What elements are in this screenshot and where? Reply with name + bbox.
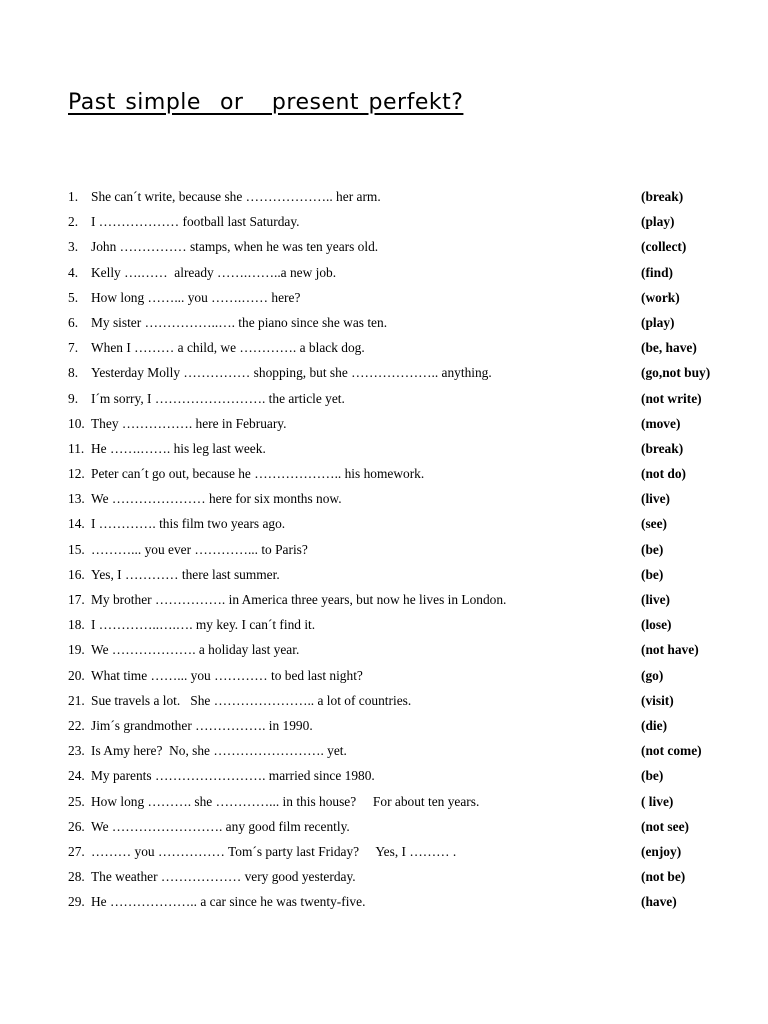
exercise-verb-hint: (live) bbox=[641, 592, 670, 607]
exercise-item bbox=[68, 234, 728, 259]
exercise-verb-hint: (collect) bbox=[641, 239, 687, 255]
exercise-sentence: Yesterday Molly …………… shopping, but she ……………….. anything. bbox=[91, 365, 492, 381]
exercise-item bbox=[68, 864, 728, 889]
exercise-item bbox=[68, 713, 728, 738]
exercise-sentence: My parents ……………………. married since 1980. bbox=[91, 768, 375, 784]
exercise-number: 22. bbox=[68, 717, 85, 733]
exercise-item bbox=[68, 209, 728, 234]
exercise-sentence: Kelly ….…… already …….……..a new job. bbox=[91, 264, 337, 280]
exercise-item bbox=[68, 411, 728, 436]
exercise-verb-hint: (not see) bbox=[641, 818, 689, 834]
exercise-sentence: Is Amy here? No, she ……………………. yet. bbox=[91, 743, 347, 759]
exercise-verb-hint: (see) bbox=[641, 516, 668, 532]
exercise-number: 20. bbox=[68, 667, 85, 683]
exercise-verb-hint: (enjoy) bbox=[641, 843, 682, 859]
exercise-sentence: The weather ……………… very good yesterday. bbox=[91, 869, 356, 885]
exercise-sentence: We ……………………. any good film recently. bbox=[91, 818, 350, 834]
exercise-number: 3. bbox=[68, 239, 79, 255]
exercise-item bbox=[68, 486, 728, 511]
exercise-sentence: He ……………….. a car since he was twenty-five. bbox=[91, 894, 366, 910]
exercise-number: 21. bbox=[68, 692, 85, 708]
exercise-verb-hint: (lose) bbox=[641, 617, 672, 633]
exercise-sentence: I …………. this film two years ago. bbox=[91, 516, 286, 532]
exercise-sentence: John …………… stamps, when he was ten years old. bbox=[91, 239, 379, 255]
exercise-verb-hint: (go,not buy) bbox=[641, 365, 711, 381]
exercise-number: 10. bbox=[68, 415, 85, 431]
exercise-verb-hint: (die) bbox=[641, 717, 668, 733]
exercise-sentence: Jim´s grandmother ……………. in 1990. bbox=[91, 717, 313, 733]
exercise-sentence: We ………………… here for six months now. bbox=[91, 491, 342, 507]
exercise-sentence: She can´t write, because she ……………….. her arm. bbox=[91, 189, 381, 204]
exercise-number: 7. bbox=[68, 340, 79, 356]
exercise-item bbox=[68, 436, 728, 461]
exercise-item bbox=[68, 814, 728, 839]
exercise-item bbox=[68, 738, 728, 763]
exercise-item bbox=[68, 663, 728, 688]
exercise-verb-hint: (find) bbox=[641, 264, 673, 280]
exercise-verb-hint: (break) bbox=[641, 189, 684, 204]
exercise-number: 9. bbox=[68, 390, 79, 406]
exercise-item bbox=[68, 511, 728, 536]
exercise-item bbox=[68, 889, 728, 914]
exercise-item bbox=[68, 184, 728, 209]
exercise-sentence: How long ……... you …….…… here? bbox=[91, 289, 301, 305]
exercise-number: 8. bbox=[68, 365, 79, 381]
exercise-verb-hint: (play) bbox=[641, 214, 675, 230]
exercise-sentence: I …………..….…. my key. I can´t find it. bbox=[91, 617, 316, 633]
exercise-number: 13. bbox=[68, 491, 85, 507]
exercise-verb-hint: (be) bbox=[641, 566, 664, 582]
exercise-number: 14. bbox=[68, 516, 85, 532]
exercise-number: 6. bbox=[68, 314, 79, 330]
exercise-list bbox=[68, 184, 728, 914]
exercise-item bbox=[68, 310, 728, 335]
exercise-number: 4. bbox=[68, 264, 79, 280]
exercise-verb-hint: (break) bbox=[641, 440, 684, 456]
exercise-verb-hint: (be, have) bbox=[641, 340, 697, 356]
exercise-number: 19. bbox=[68, 642, 85, 658]
exercise-number: 23. bbox=[68, 743, 85, 759]
exercise-item bbox=[68, 260, 728, 285]
exercise-number: 17. bbox=[68, 592, 85, 607]
exercise-verb-hint: (not do) bbox=[641, 466, 687, 482]
exercise-sentence: Sue travels a lot. She ………………….. a lot of countries. bbox=[91, 692, 412, 708]
exercise-sentence: ……… you …………… Tom´s party last Friday? Yes, I ……… . bbox=[91, 843, 457, 859]
exercise-verb-hint: (be) bbox=[641, 541, 664, 557]
exercise-number: 2. bbox=[68, 214, 79, 230]
exercise-verb-hint: (not be) bbox=[641, 869, 686, 885]
exercise-number: 18. bbox=[68, 617, 85, 633]
exercise-sentence: When I ……… a child, we …………. a black dog. bbox=[91, 340, 365, 356]
exercise-number: 16. bbox=[68, 566, 85, 582]
exercise-item bbox=[68, 612, 728, 637]
exercise-verb-hint: (not have) bbox=[641, 642, 699, 658]
exercise-verb-hint: (move) bbox=[641, 415, 681, 431]
exercise-number: 29. bbox=[68, 894, 85, 910]
exercise-item bbox=[68, 587, 728, 612]
exercise-number: 11. bbox=[68, 440, 85, 456]
exercise-item bbox=[68, 386, 728, 411]
exercise-verb-hint: (not write) bbox=[641, 390, 702, 406]
exercise-number: 25. bbox=[68, 793, 85, 809]
exercise-verb-hint: (work) bbox=[641, 289, 680, 305]
exercise-verb-hint: (not come) bbox=[641, 743, 702, 759]
exercise-number: 5. bbox=[68, 289, 79, 305]
exercise-number: 24. bbox=[68, 768, 85, 784]
exercise-verb-hint: (play) bbox=[641, 314, 675, 330]
exercise-item bbox=[68, 335, 728, 360]
exercise-sentence: What time ……... you ………… to bed last night? bbox=[91, 667, 363, 683]
exercise-item bbox=[68, 537, 728, 562]
exercise-item bbox=[68, 461, 728, 486]
exercise-verb-hint: (live) bbox=[641, 491, 670, 507]
exercise-verb-hint: (visit) bbox=[641, 692, 674, 708]
exercise-verb-hint: (have) bbox=[641, 894, 677, 910]
exercise-item bbox=[68, 360, 728, 385]
exercise-number: 1. bbox=[68, 189, 79, 204]
exercise-item bbox=[68, 839, 728, 864]
exercise-number: 26. bbox=[68, 818, 85, 834]
exercise-sentence: Yes, I ………… there last summer. bbox=[91, 566, 280, 582]
exercise-sentence: He …….……. his leg last week. bbox=[91, 440, 266, 456]
exercise-sentence: My sister ……………..…. the piano since she was ten. bbox=[91, 314, 388, 330]
exercise-item bbox=[68, 285, 728, 310]
page-title: Past simple or present perfekt? bbox=[68, 90, 464, 115]
exercise-number: 15. bbox=[68, 541, 85, 557]
exercise-item bbox=[68, 688, 728, 713]
exercise-item bbox=[68, 789, 728, 814]
exercise-sentence: They ……………. here in February. bbox=[91, 415, 287, 431]
exercise-sentence: My brother ……………. in America three years, but now he lives in London. bbox=[91, 592, 507, 607]
exercise-sentence: We ………………. a holiday last year. bbox=[91, 642, 300, 658]
exercise-sentence: Peter can´t go out, because he ……………….. his homework. bbox=[91, 466, 425, 482]
exercise-sentence: I ……………… football last Saturday. bbox=[91, 214, 300, 230]
exercise-sentence: How long ………. she …………... in this house? For about ten years. bbox=[91, 793, 480, 809]
exercise-item bbox=[68, 637, 728, 662]
exercise-number: 28. bbox=[68, 869, 85, 885]
exercise-verb-hint: (go) bbox=[641, 667, 664, 683]
exercise-item bbox=[68, 562, 728, 587]
exercise-sentence: ………... you ever …………... to Paris? bbox=[91, 541, 308, 557]
exercise-number: 12. bbox=[68, 466, 85, 482]
exercise-verb-hint: (be) bbox=[641, 768, 664, 784]
exercise-number: 27. bbox=[68, 843, 85, 859]
exercise-item bbox=[68, 763, 728, 788]
exercise-verb-hint: ( live) bbox=[641, 793, 674, 809]
exercise-sentence: I´m sorry, I ……………………. the article yet. bbox=[91, 390, 345, 406]
